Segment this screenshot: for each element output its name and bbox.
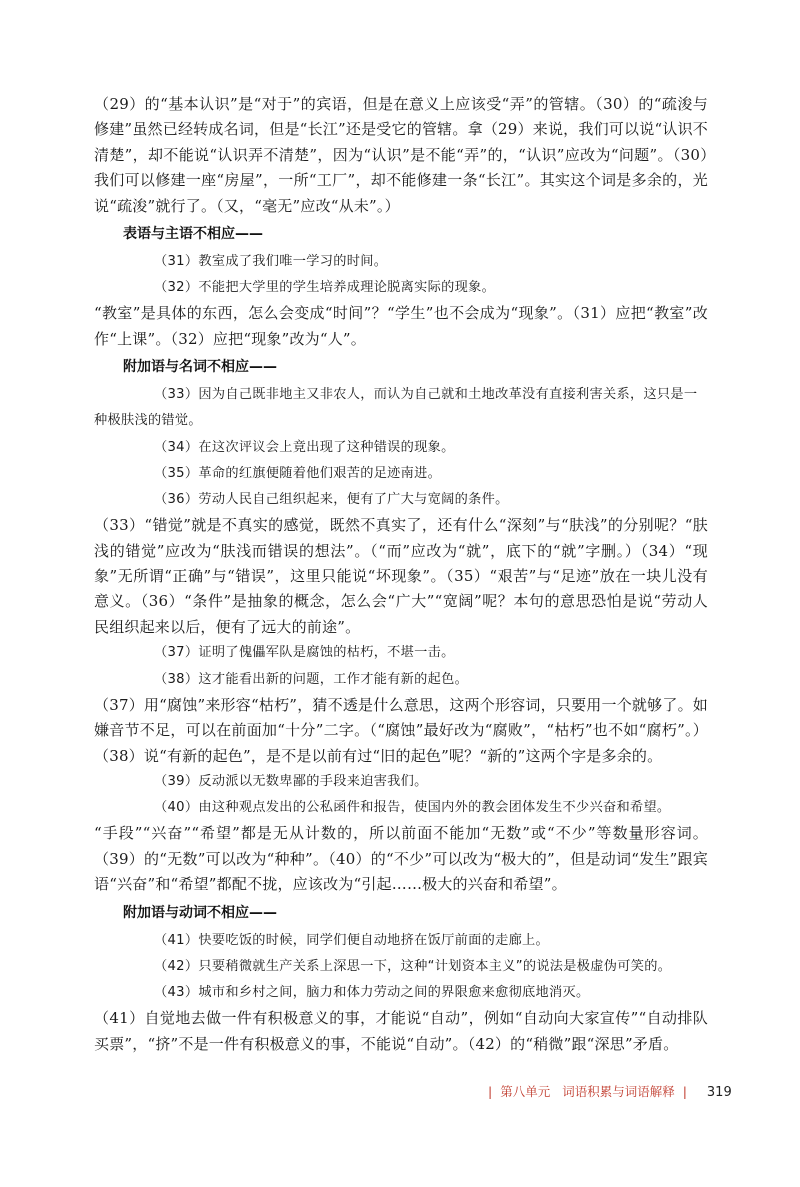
example-sentence: （35）革命的红旗便随着他们艰苦的足迹南进。: [154, 465, 442, 481]
example-sentence: （32）不能把大学里的学生培养成理论脱离实际的现象。: [154, 280, 496, 296]
footer-divider: |: [488, 1084, 493, 1099]
commentary-paragraph: （29）的“基本认识”是“对于”的宾语，但是在意义上应该受“弄”的管辖。（30）的“疏浚与修建”虽然已经转成名词，但是“长江”还是受它的管辖。拿（29）来说，我们可以说“认识不清楚”，却不能说“认识弄不清楚”，因为“认识”是不能“弄”的，“认识”应改为“问题”。（30）我们可以修建一座“房屋”，一所“工厂”，却不能修建一条“长江”。其实这个词是多余的，光说“疏浚”就行了。（又，“毫无”应改“从未”。）: [94, 95, 708, 215]
footer-title: 词语积累与词语解释: [562, 1084, 675, 1099]
example-sentence: （37）证明了傀儡军队是腐蚀的枯朽，不堪一击。: [154, 645, 455, 661]
footer-unit: 第八单元: [500, 1084, 551, 1099]
commentary-paragraph: （41）自觉地去做一件有积极意义的事，才能说“自动”，例如“自动向大家宣传”“自动排队买票”，“挤”不是一件有积极意义的事，不能说“自动”。（42）的“稍微”跟“深思”矛盾。: [94, 1009, 708, 1053]
example-sentence: （42）只要稍微就生产关系上深思一下，这种“计划资本主义”的说法是极虚伪可笑的。: [154, 958, 672, 974]
page-number: 319: [706, 1085, 732, 1100]
example-sentence: （34）在这次评议会上竟出现了这种错误的现象。: [154, 439, 455, 455]
footer-divider: |: [682, 1084, 687, 1099]
example-sentence: （36）劳动人民自己组织起来，便有了广大与宽阔的条件。: [154, 492, 509, 508]
commentary-paragraph: “教室”是具体的东西，怎么会变成“时间”？“学生”也不会成为“现象”。（31）应把“教室”改作“上课”。（32）应把“现象”改为“人”。: [94, 304, 708, 348]
example-sentence: （43）城市和乡村之间，脑力和体力劳动之间的界限愈来愈彻底地消灭。: [154, 984, 590, 1000]
section-heading: 附加语与动词不相应——: [123, 904, 277, 921]
example-sentence: （31）教室成了我们唯一学习的时间。: [154, 254, 388, 270]
page-footer: [484, 1082, 732, 1100]
section-heading: 表语与主语不相应——: [123, 226, 263, 243]
example-sentence: （40）由这种观点发出的公私函件和报告，使国内外的教会团体发生不少兴奋和希望。: [154, 800, 671, 816]
example-sentence: （33）因为自己既非地主又非农人，而认为自己就和土地改革没有直接利害关系，这只是一种极肤浅的错觉。: [94, 387, 698, 429]
example-sentence: （39）反动派以无数卑鄙的手段来迫害我们。: [154, 773, 428, 789]
example-sentence: （38）这才能看出新的问题，工作才能有新的起色。: [154, 671, 469, 687]
page-body: [94, 92, 708, 1057]
example-sentence: （41）快要吃饭的时候，同学们便自动地挤在饭厅前面的走廊上。: [154, 932, 550, 948]
section-heading: 附加语与名词不相应——: [123, 359, 277, 376]
commentary-paragraph: “手段”“兴奋”“希望”都是无从计数的，所以前面不能加“无数”或“不少”等数量形容词。（39）的“无数”可以改为“种种”。（40）的“不少”可以改为“极大的”，但是动词“发生”跟宾语“兴奋”和“希望”都配不拢，应该改为“引起……极大的兴奋和希望”。: [94, 824, 708, 894]
commentary-paragraph: （33）“错觉”就是不真实的感觉，既然不真实了，还有什么“深刻”与“肤浅”的分别呢？“肤浅的错觉”应改为“肤浅而错误的想法”。（“而”应改为“就”，底下的“就”字删。）（34）“现象”无所谓“正确”与“错误”，这里只能说“坏现象”。（35）“艰苦”与“足迹”放在一块儿没有意义。（36）“条件”是抽象的概念，怎么会“广大”“宽阔”呢？本句的意思恐怕是说“劳动人民组织起来以后，便有了远大的前途”。: [94, 516, 708, 636]
commentary-paragraph: （37）用“腐蚀”来形容“枯朽”，猜不透是什么意思，这两个形容词，只要用一个就够了。如嫌音节不足，可以在前面加“十分”二字。（“腐蚀”最好改为“腐败”，“枯朽”也不如“腐朽”。）（38）说“有新的起色”，是不是以前有过“旧的起色”呢？“新的”这两个字是多余的。: [94, 695, 708, 765]
